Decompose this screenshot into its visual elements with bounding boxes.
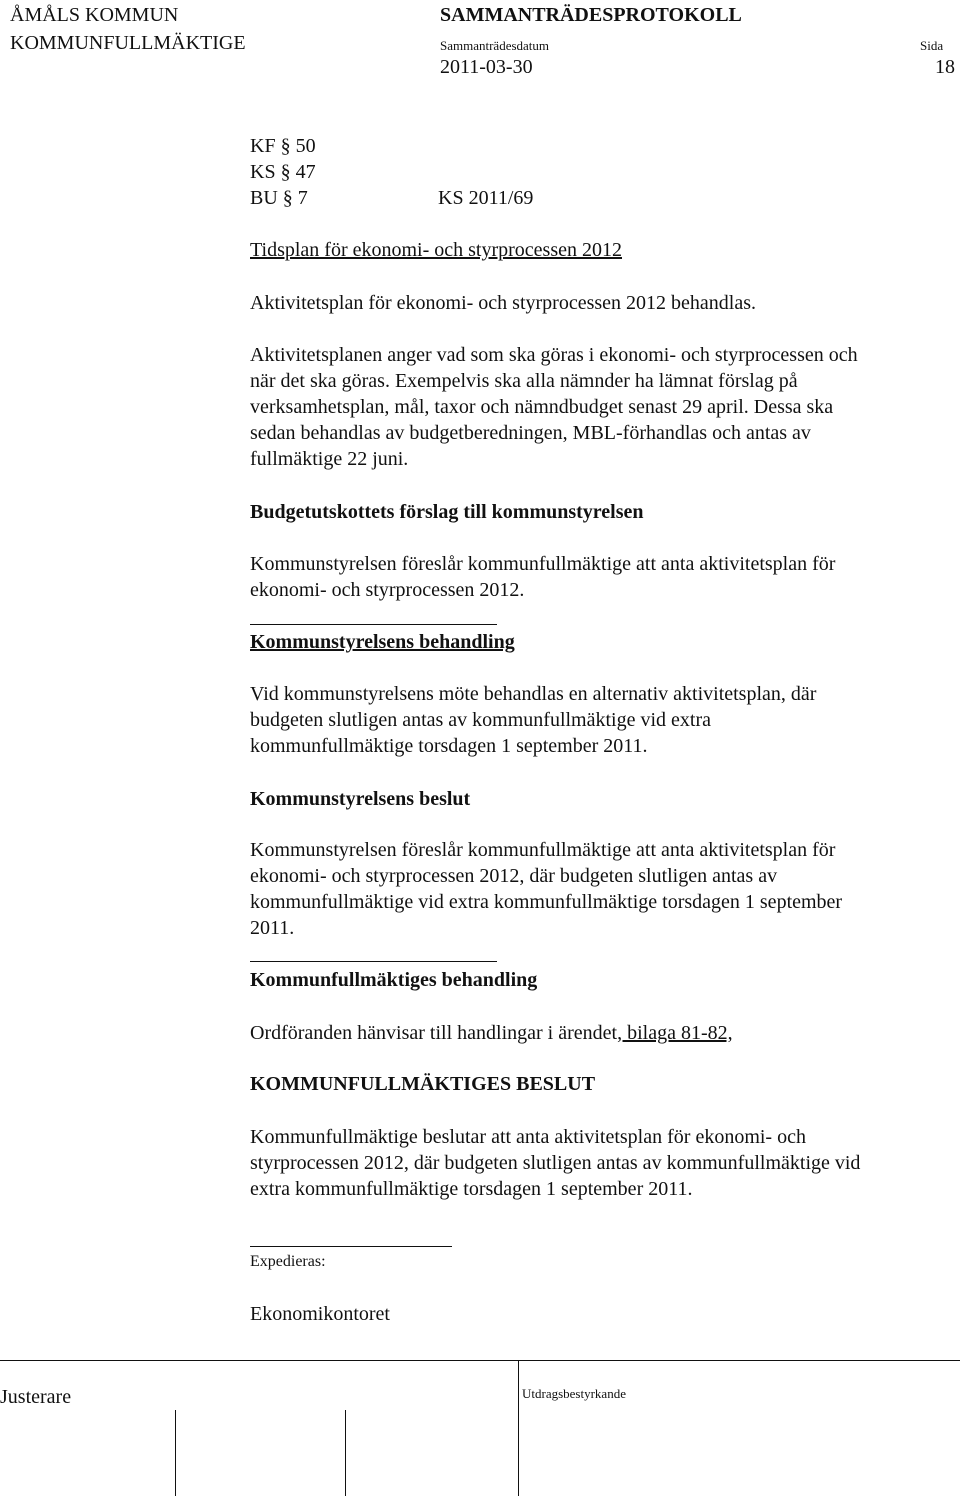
separator-line bbox=[250, 624, 497, 625]
kf-treatment-heading: Kommunfullmäktiges behandling bbox=[250, 969, 538, 991]
attachment-reference: , bilaga 81-82, bbox=[617, 1022, 733, 1044]
page-number: 18 bbox=[935, 56, 955, 78]
ks-decision-text bbox=[250, 837, 950, 941]
paragraph-line: Kommunstyrelsen föreslår kommunfullmäktige att anta aktivitetsplan för bbox=[250, 553, 836, 575]
paragraph-line: Vid kommunstyrelsens möte behandlas en alternativ aktivitetsplan, där bbox=[250, 683, 817, 705]
kf-decision-text bbox=[250, 1124, 950, 1202]
paragraph-line: styrprocessen 2012, där budgeten slutligen antas av kommunfullmäktige vid bbox=[250, 1152, 861, 1174]
paragraph-line: budgeten slutligen antas av kommunfullmäktige vid extra bbox=[250, 709, 712, 731]
paragraph-line: Aktivitetsplanen anger vad som ska göras i ekonomi- och styrprocessen och bbox=[250, 344, 858, 366]
dispatch-recipient: Ekonomikontoret bbox=[250, 1303, 390, 1325]
ks-treatment-heading: Kommunstyrelsens behandling bbox=[250, 631, 515, 653]
budget-committee-proposal bbox=[250, 551, 950, 603]
kf-decision-heading: KOMMUNFULLMÄKTIGES BESLUT bbox=[250, 1073, 596, 1095]
paragraph-line: när det ska göras. Exempelvis ska alla nämnder ha lämnat förslag på bbox=[250, 370, 798, 392]
paragraph-line: kommunfullmäktige vid extra kommunfullmäktige torsdagen 1 september bbox=[250, 891, 843, 913]
signature-divider bbox=[518, 1360, 519, 1496]
kf-treatment-sentence: Ordföranden hänvisar till handlingar i ärendet bbox=[250, 1022, 618, 1044]
paragraph-activity-plan bbox=[250, 342, 950, 472]
document-title: Tidsplan för ekonomi- och styrprocessen 2012 bbox=[250, 239, 622, 261]
signature-divider bbox=[175, 1410, 176, 1496]
intro-text: Aktivitetsplan för ekonomi- och styrprocessen 2012 behandlas. bbox=[250, 292, 756, 314]
separator-line bbox=[250, 1246, 452, 1247]
justerare-label: Justerare bbox=[0, 1386, 72, 1408]
budget-committee-heading: Budgetutskottets förslag till kommunstyrelsen bbox=[250, 501, 644, 523]
paragraph-line: Kommunfullmäktige beslutar att anta aktivitetsplan för ekonomi- och bbox=[250, 1126, 806, 1148]
paragraph-line: kommunfullmäktige torsdagen 1 september 2011. bbox=[250, 735, 648, 757]
paragraph-line: ekonomi- och styrprocessen 2012, där budgeten slutligen antas av bbox=[250, 865, 778, 887]
ks-treatment-text bbox=[250, 681, 950, 759]
dispatch-label: Expedieras: bbox=[250, 1253, 326, 1270]
signature-divider bbox=[345, 1410, 346, 1496]
footer-top-line bbox=[0, 1360, 960, 1361]
ref-bu: BU § 7 bbox=[250, 187, 308, 209]
utdrag-label: Utdragsbestyrkande bbox=[522, 1386, 626, 1401]
date-label: Sammanträdesdatum bbox=[440, 38, 550, 53]
separator-line bbox=[250, 961, 497, 962]
paragraph-line: extra kommunfullmäktige torsdagen 1 september 2011. bbox=[250, 1178, 693, 1200]
paragraph-line: ekonomi- och styrprocessen 2012. bbox=[250, 579, 525, 601]
paragraph-line: sedan behandlas av budgetberedningen, MBL-förhandlas och antas av bbox=[250, 422, 811, 444]
ref-kf: KF § 50 bbox=[250, 135, 316, 157]
municipality-name: ÅMÅLS KOMMUN bbox=[10, 4, 179, 26]
ref-ks: KS § 47 bbox=[250, 161, 316, 183]
paragraph-line: 2011. bbox=[250, 917, 295, 939]
assembly-name: KOMMUNFULLMÄKTIGE bbox=[10, 32, 246, 54]
paragraph-line: fullmäktige 22 juni. bbox=[250, 448, 409, 470]
document-type: SAMMANTRÄDESPROTOKOLL bbox=[440, 4, 742, 26]
kf-treatment-text bbox=[250, 1020, 733, 1046]
paragraph-line: Kommunstyrelsen föreslår kommunfullmäktige att anta aktivitetsplan för bbox=[250, 839, 836, 861]
case-number: KS 2011/69 bbox=[438, 187, 534, 209]
meeting-date: 2011-03-30 bbox=[440, 56, 533, 78]
ks-decision-heading: Kommunstyrelsens beslut bbox=[250, 788, 471, 810]
page-label: Sida bbox=[920, 38, 944, 53]
paragraph-line: verksamhetsplan, mål, taxor och nämndbudget senast 29 april. Dessa ska bbox=[250, 396, 834, 418]
